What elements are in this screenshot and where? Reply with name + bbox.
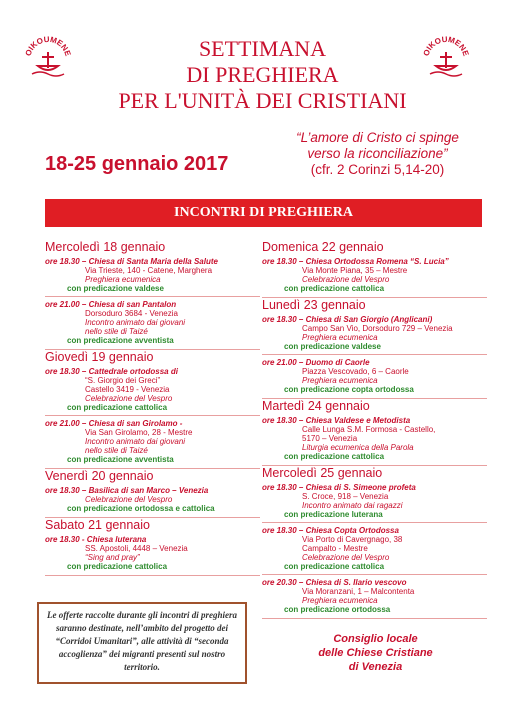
event-detail: Castello 3419 - Venezia (85, 385, 170, 394)
event-preaching: con predicazione cattolica (67, 562, 168, 571)
event-detail: SS. Apostoli, 4448 – Venezia (85, 544, 188, 553)
event-detail: “Sing and pray” (85, 553, 140, 562)
event-time-venue: ore 18.30 – Chiesa di Santa Maria della Salute (45, 257, 218, 266)
day-heading: Mercoledì 25 gennaio (262, 466, 383, 480)
day-heading: Sabato 21 gennaio (45, 518, 150, 532)
event (262, 416, 487, 461)
signature (288, 632, 463, 674)
signature-line-1: Consiglio locale (333, 633, 418, 645)
signature-line-2: delle Chiese Cristiane (318, 647, 433, 659)
day-block (45, 469, 260, 518)
title-line-3: PER L'UNITÀ DEI CRISTIANI (118, 88, 407, 113)
event-preaching: con predicazione avventista (67, 336, 174, 345)
event-preaching: con predicazione cattolica (284, 562, 385, 571)
event-detail: Preghiera ecumenica (302, 376, 378, 385)
day-block (45, 240, 260, 350)
motto-reference: (cfr. 2 Corinzi 5,14-20) (310, 162, 445, 177)
event-preaching: con predicazione luterana (284, 510, 383, 519)
day-heading: Martedì 24 gennaio (262, 399, 370, 413)
event-time-venue: ore 18.30 – Chiesa Copta Ortodossa (262, 526, 399, 535)
event-detail: Preghiera ecumenica (302, 596, 378, 605)
event-time-venue: ore 18.30 – Basilica di san Marco – Venezia (45, 486, 209, 495)
day-heading: Domenica 22 gennaio (262, 240, 384, 254)
event-time-venue: ore 18.30 – Chiesa Valdese e Metodista (262, 416, 411, 425)
offering-note: Le offerte raccolte durante gli incontri di preghiera saranno destinate, nell’ambito del progetto dei “Corridoi Umanitari”, alle attività di “seconda accoglienza” dei migranti presenti sul nostro territorio. (37, 602, 247, 684)
event-preaching: con predicazione avventista (67, 455, 174, 464)
title-line-1: SETTIMANA (198, 36, 327, 61)
event-detail: Celebrazione del Vespro (85, 495, 173, 504)
event-detail: Calle Lunga S.M. Formosa - Castello, (302, 425, 436, 434)
title-line-2: DI PREGHIERA (186, 62, 339, 87)
event-time-venue: ore 18.30 – Chiesa di S. Simeone profeta (262, 483, 416, 492)
motto-line-2: verso la riconciliazione” (307, 146, 448, 161)
event (45, 486, 260, 513)
event-detail: Celebrazione del Vespro (85, 394, 173, 403)
event (45, 367, 260, 412)
event-detail: Via Monte Piana, 35 – Mestre (302, 266, 408, 275)
event-time-venue: ore 18.30 – Chiesa Ortodossa Romena “S. Lucia” (262, 257, 449, 266)
event-time-venue: ore 21.00 – Chiesa di san Pantalon (45, 300, 177, 309)
event-time-venue: ore 21.00 – Chiesa di san Girolamo - (45, 419, 183, 428)
event-detail: Via Moranzani, 1 – Malcontenta (302, 587, 415, 596)
day-heading: Mercoledì 18 gennaio (45, 240, 166, 254)
event-preaching: con predicazione ortodossa e cattolica (67, 504, 215, 513)
event-detail: Dorsoduro 3684 - Venezia (85, 309, 178, 318)
event-detail: Incontro animato dai giovani (85, 318, 186, 327)
event-time-venue: ore 20.30 – Chiesa di S. Ilario vescovo (262, 578, 407, 587)
event-preaching: con predicazione ortodossa (284, 605, 391, 614)
event (262, 483, 487, 519)
event-preaching: con predicazione copta ortodossa (284, 385, 414, 394)
event-preaching: con predicazione cattolica (67, 403, 168, 412)
event-time-venue: ore 18.30 – Chiesa di San Giorgio (Anglicani) (262, 315, 433, 324)
event-detail: S. Croce, 918 – Venezia (302, 492, 389, 501)
motto-line-1: “L’amore di Cristo ci spinge (296, 130, 459, 145)
day-block (262, 298, 487, 399)
day-block (262, 466, 487, 619)
event (262, 354, 487, 394)
event-time-venue: ore 21.00 – Duomo di Caorle (262, 358, 370, 367)
event (45, 535, 260, 571)
event-detail: Preghiera ecumenica (302, 333, 378, 342)
day-block (45, 350, 260, 469)
date-range: 18-25 gennaio 2017 (45, 153, 229, 175)
event-detail: 5170 – Venezia (302, 434, 358, 443)
event (262, 315, 487, 351)
event-detail: Liturgia ecumenica della Parola (302, 443, 414, 452)
event-detail: Via Trieste, 140 - Catene, Marghera (85, 266, 213, 275)
event-detail: Incontro animato dai ragazzi (302, 501, 403, 510)
event (45, 257, 260, 293)
event (262, 257, 487, 293)
event (262, 522, 487, 571)
event-detail: Preghiera ecumenica (85, 275, 161, 284)
event-detail: Via San Girolamo, 28 - Mestre (85, 428, 193, 437)
page-title (0, 36, 525, 114)
event-detail: Via Porto di Cavergnago, 38 (302, 535, 403, 544)
event-preaching: con predicazione cattolica (284, 284, 385, 293)
event (45, 296, 260, 345)
section-banner: INCONTRI DI PREGHIERA (45, 199, 482, 227)
event-preaching: con predicazione cattolica (284, 452, 385, 461)
day-heading: Giovedì 19 gennaio (45, 350, 154, 364)
logo-text: OIKOUMENE (421, 34, 471, 58)
day-heading: Venerdì 20 gennaio (45, 469, 154, 483)
event-detail: Celebrazione del Vespro (302, 553, 390, 562)
event (45, 415, 260, 464)
event-time-venue: ore 18.30 - Chiesa luterana (45, 535, 147, 544)
event-detail: nello stile di Taizé (85, 327, 148, 336)
signature-line-3: di Venezia (348, 661, 403, 673)
motto (270, 130, 485, 178)
day-heading: Lunedì 23 gennaio (262, 298, 366, 312)
event-detail: Campalto - Mestre (302, 544, 368, 553)
day-block (262, 399, 487, 466)
day-block (45, 518, 260, 576)
schedule-column-left (45, 240, 260, 576)
event-preaching: con predicazione valdese (67, 284, 164, 293)
day-block (262, 240, 487, 298)
event-detail: “S. Giorgio dei Greci” (85, 376, 161, 385)
schedule-column-right (262, 240, 487, 619)
event-detail: Piazza Vescovado, 6 – Caorle (302, 367, 409, 376)
event-time-venue: ore 18.30 – Cattedrale ortodossa di (45, 367, 178, 376)
event-detail: Campo San Vio, Dorsoduro 729 – Venezia (302, 324, 453, 333)
event (262, 574, 487, 614)
event-detail: Celebrazione del Vespro (302, 275, 390, 284)
event-detail: Incontro animato dai giovani (85, 437, 186, 446)
event-preaching: con predicazione valdese (284, 342, 381, 351)
logo-text: OIKOUMENE (23, 34, 73, 58)
event-detail: nello stile di Taizé (85, 446, 148, 455)
